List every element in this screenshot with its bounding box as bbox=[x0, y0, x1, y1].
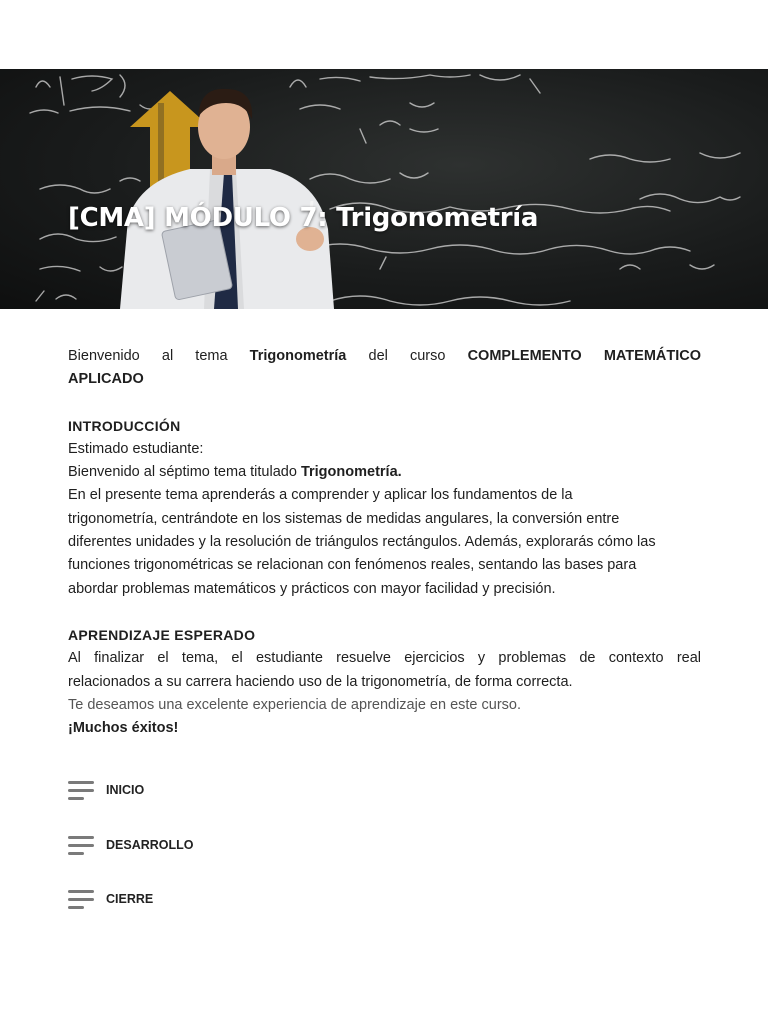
menu-item-inicio[interactable] bbox=[68, 778, 144, 802]
welcome-topic: Trigonometría bbox=[249, 348, 347, 364]
intro-line-4: funciones trigonométricas se relacionan con fenómenos reales, sentando las bases para bbox=[68, 557, 637, 574]
menu-lines-icon bbox=[68, 888, 96, 910]
intro-line-3: diferentes unidades y la resolución de triángulos rectángulos. Además, explorarás cómo las bbox=[68, 534, 656, 551]
module-title: [CMA] MÓDULO 7: Trigonometría bbox=[68, 203, 539, 233]
aprendizaje-line-1: Al finalizar el tema, el estudiante resuelve ejercicios y problemas de contexto real bbox=[68, 650, 701, 667]
welcome-prefix: Bienvenido al tema bbox=[68, 348, 228, 364]
module-content bbox=[68, 345, 701, 740]
menu-item-label: DESARROLLO bbox=[106, 838, 194, 852]
menu-item-cierre[interactable] bbox=[68, 887, 153, 911]
menu-lines-icon bbox=[68, 779, 96, 801]
module-banner bbox=[0, 69, 768, 309]
welcome-middle: del curso bbox=[368, 348, 446, 364]
wish-text: Te deseamos una excelente experiencia de aprendizaje en este curso. bbox=[68, 696, 522, 713]
intro-welcome-prefix: Bienvenido al séptimo tema titulado bbox=[68, 464, 297, 481]
welcome-paragraph bbox=[68, 345, 701, 368]
menu-item-desarrollo[interactable] bbox=[68, 833, 194, 857]
cheer-text: ¡Muchos éxitos! bbox=[68, 720, 179, 737]
chalkboard-illustration bbox=[0, 69, 768, 309]
intro-line-2: trigonometría, centrándote en los sistemas de medidas angulares, la conversión entre bbox=[68, 510, 620, 527]
greeting: Estimado estudiante: bbox=[68, 440, 204, 457]
intro-line-1: En el presente tema aprenderás a comprender y aplicar los fundamentos de la bbox=[68, 487, 573, 504]
menu-item-label: CIERRE bbox=[106, 892, 154, 906]
menu-lines-icon bbox=[68, 834, 96, 856]
cheer-row bbox=[68, 717, 701, 740]
course-name-line1: COMPLEMENTO MATEMÁTICO bbox=[467, 348, 702, 364]
intro-welcome bbox=[68, 461, 701, 484]
course-name-line2: APLICADO bbox=[68, 371, 144, 388]
introduccion-heading: INTRODUCCIÓN bbox=[68, 417, 181, 434]
aprendizaje-line-2: relacionados a su carrera haciendo uso de la trigonometría, de forma correcta. bbox=[68, 673, 573, 690]
course-name-line2-row bbox=[68, 368, 701, 391]
menu-item-label: INICIO bbox=[106, 783, 145, 797]
aprendizaje-heading: APRENDIZAJE ESPERADO bbox=[68, 626, 256, 643]
intro-welcome-topic: Trigonometría. bbox=[300, 464, 402, 481]
intro-line-5: abordar problemas matemáticos y prácticos con mayor facilidad y precisión. bbox=[68, 580, 556, 597]
